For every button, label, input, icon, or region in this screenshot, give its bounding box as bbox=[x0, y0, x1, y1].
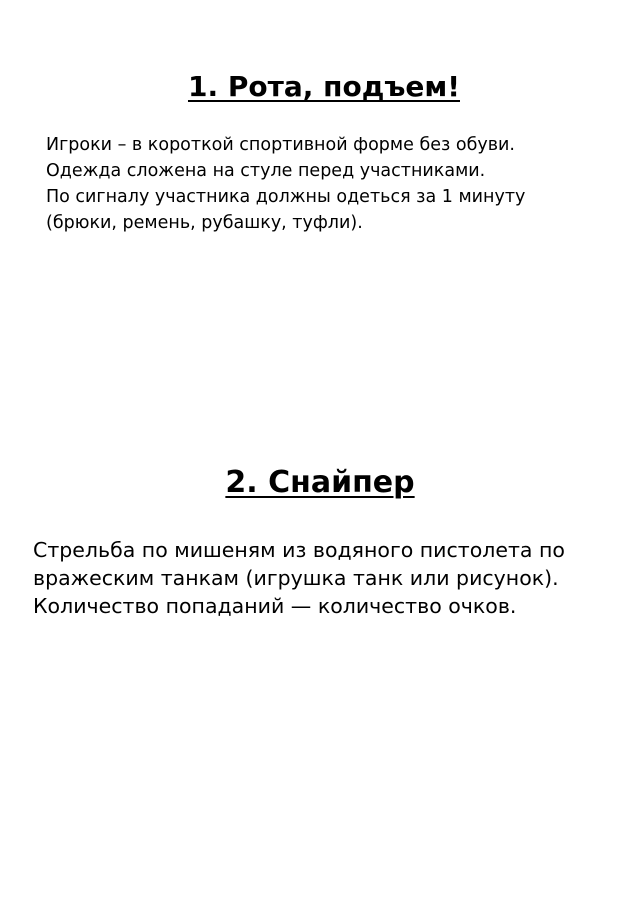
section-body bbox=[33, 536, 623, 620]
paragraph: Стрельба по мишеням из водяного пистолета по вражеским танкам (игрушка танк или рисунок). Количество попаданий — количество очков. bbox=[33, 538, 565, 618]
paragraph: По сигналу участника должны одеться за 1 минуту (брюки, ремень, рубашку, туфли). bbox=[46, 187, 526, 233]
paragraph: Игроки – в короткой спортивной форме без обуви. Одежда сложена на стуле перед участниками. bbox=[46, 135, 515, 181]
section-snaiper bbox=[0, 465, 640, 618]
section-title: 2. Снайпер bbox=[225, 465, 415, 500]
section-title: 1. Рота, подъем! bbox=[187, 70, 460, 103]
section-body bbox=[46, 132, 576, 236]
section-rota-podyem bbox=[0, 70, 640, 233]
